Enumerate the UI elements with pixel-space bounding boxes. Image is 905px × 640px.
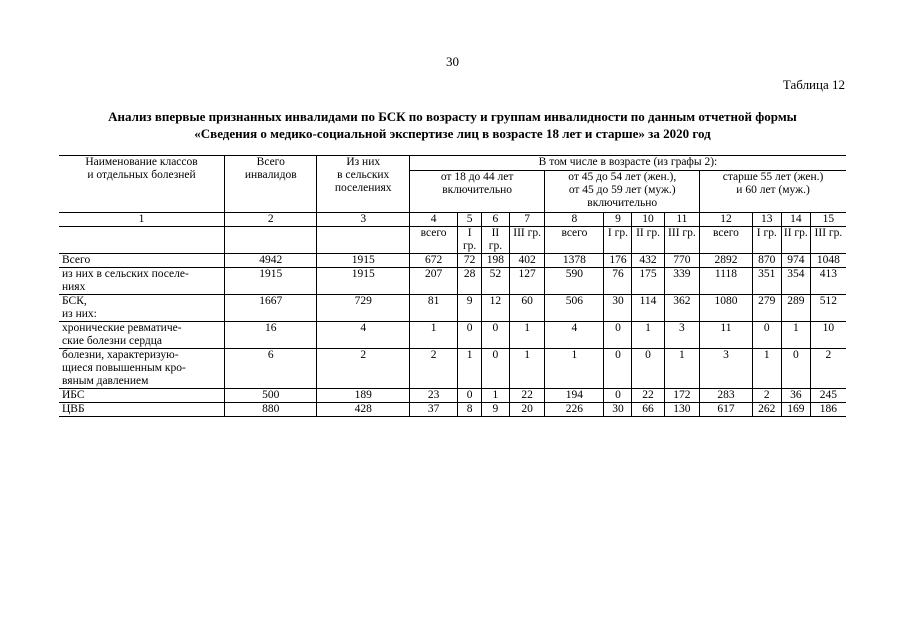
table-cell: 1048 [810,254,846,268]
table-cell: 0 [458,389,482,403]
table-cell: 512 [810,295,846,322]
table-cell: 402 [509,254,544,268]
table-cell: 4 [545,322,604,349]
header-rural-line: в сельских [337,169,390,181]
table-cell: 289 [781,295,810,322]
age-group-45-54-line: от 45 до 54 лет (жен.), [568,170,677,183]
table-cell: 2 [317,349,409,389]
header-row-subheads [59,227,846,254]
row-name-line: щиеся повышенным кро- [62,362,186,374]
title-line-1: Анализ впервые признанных инвалидами по БСК по возрасту и группам инвалидности по данным отчетной формы [108,109,797,124]
table-cell: 23 [409,389,457,403]
table-cell: 20 [509,403,544,417]
document-title [60,108,845,142]
table-cell: 226 [545,403,604,417]
table-cell: 28 [458,268,482,295]
table-cell: 130 [664,403,699,417]
header-rural-cell [317,156,409,213]
column-number: 5 [458,213,482,227]
table-cell: 0 [604,349,632,389]
table-cell: 16 [225,322,317,349]
column-number: 11 [664,213,699,227]
table-row [59,322,846,349]
table-cell: 729 [317,295,409,322]
subhead: всего [409,227,457,254]
age-group-55-plus-line: и 60 лет (муж.) [736,183,810,196]
header-row-main [59,156,846,171]
column-number: 1 [59,213,225,227]
header-rural-line: поселениях [334,182,392,194]
table-cell: 172 [664,389,699,403]
column-number: 3 [317,213,409,227]
table-cell: 2892 [700,254,753,268]
table-cell: 0 [481,349,509,389]
table-cell: 0 [604,389,632,403]
header-by-age: В том числе в возрасте (из графы 2): [409,156,846,171]
age-group-18-44 [409,170,544,212]
column-number: 10 [632,213,664,227]
row-name [59,254,225,268]
table-cell: 22 [632,389,664,403]
table-cell: 36 [781,389,810,403]
subhead-empty [225,227,317,254]
table-cell: 169 [781,403,810,417]
table-cell: 2 [810,349,846,389]
table-cell: 60 [509,295,544,322]
table-cell: 617 [700,403,753,417]
row-name-line: хронические ревматиче- [62,322,182,334]
table-cell: 283 [700,389,753,403]
table-cell: 6 [225,349,317,389]
table-cell: 10 [810,322,846,349]
table-cell: 362 [664,295,699,322]
row-name [59,322,225,349]
table-cell: 22 [509,389,544,403]
subhead: I гр. [752,227,781,254]
header-rural-line: Из них [346,156,381,168]
table-cell: 339 [664,268,699,295]
table-cell: 279 [752,295,781,322]
subhead: I гр. [604,227,632,254]
subhead: III гр. [810,227,846,254]
subhead: I гр. [458,227,482,254]
subhead: всего [700,227,753,254]
age-group-45-54 [545,170,700,212]
table-cell: 72 [458,254,482,268]
table-cell: 1 [632,322,664,349]
age-group-18-44-line: от 18 до 44 лет [440,170,514,183]
row-name [59,389,225,403]
table-cell: 2 [752,389,781,403]
column-number: 2 [225,213,317,227]
table-cell: 672 [409,254,457,268]
report-table [59,155,846,417]
row-name-line: ниях [62,281,86,293]
column-number: 8 [545,213,604,227]
column-number: 6 [481,213,509,227]
table-cell: 8 [458,403,482,417]
header-total-cell [225,156,317,213]
table-cell: 194 [545,389,604,403]
table-cell: 186 [810,403,846,417]
table-cell: 175 [632,268,664,295]
table-cell: 0 [604,322,632,349]
row-name-line: из них в сельских поселе- [62,268,189,280]
table-cell: 81 [409,295,457,322]
subhead-empty [59,227,225,254]
table-cell: 0 [632,349,664,389]
table-cell: 3 [700,349,753,389]
table-cell: 1 [664,349,699,389]
subhead: III гр. [509,227,544,254]
table-cell: 1915 [225,268,317,295]
subhead: всего [545,227,604,254]
table-row [59,268,846,295]
table-cell: 1 [409,322,457,349]
table-row [59,403,846,417]
table-cell: 198 [481,254,509,268]
column-number: 12 [700,213,753,227]
table-cell: 4 [317,322,409,349]
table-cell: 1915 [317,254,409,268]
table-cell: 4942 [225,254,317,268]
table-cell: 0 [481,322,509,349]
column-number: 13 [752,213,781,227]
row-name-line: ЦВБ [62,403,85,415]
table-cell: 0 [752,322,781,349]
table-cell: 189 [317,389,409,403]
table-row [59,389,846,403]
table-cell: 9 [481,403,509,417]
table-cell: 3 [664,322,699,349]
table-cell: 114 [632,295,664,322]
table-cell: 770 [664,254,699,268]
title-line-2: «Сведения о медико-социальной экспертизе лиц в возрасте 18 лет и старше» за 2020 год [194,126,711,141]
table-cell: 37 [409,403,457,417]
age-group-55-plus [700,170,846,212]
table-cell: 127 [509,268,544,295]
table-cell: 870 [752,254,781,268]
age-group-18-44-line: включительно [442,183,513,196]
subhead-empty [317,227,409,254]
age-group-45-54-line: включительно [587,196,658,209]
table-cell: 1 [752,349,781,389]
table-cell: 1 [509,349,544,389]
page-number: 30 [446,54,459,69]
table-cell: 354 [781,268,810,295]
row-name-line: вяным давлением [62,375,149,387]
table-cell: 11 [700,322,753,349]
row-name-line: ские болезни сердца [62,335,163,347]
table-cell: 1915 [317,268,409,295]
subhead: III гр. [664,227,699,254]
table-cell: 0 [781,349,810,389]
table-cell: 52 [481,268,509,295]
table-cell: 1 [481,389,509,403]
row-name [59,349,225,389]
table-cell: 590 [545,268,604,295]
table-cell: 245 [810,389,846,403]
table-cell: 12 [481,295,509,322]
table-cell: 506 [545,295,604,322]
header-total-line: Всего [256,156,285,168]
table-cell: 207 [409,268,457,295]
table-cell: 262 [752,403,781,417]
table-cell: 76 [604,268,632,295]
table-cell: 176 [604,254,632,268]
table-row [59,295,846,322]
table-cell: 0 [458,322,482,349]
table-row [59,254,846,268]
column-number: 4 [409,213,457,227]
row-name [59,268,225,295]
header-total-line: инвалидов [244,169,297,181]
column-number: 14 [781,213,810,227]
table-cell: 351 [752,268,781,295]
table-cell: 500 [225,389,317,403]
table-cell: 9 [458,295,482,322]
age-group-55-plus-line: старше 55 лет (жен.) [722,170,824,183]
column-number: 7 [509,213,544,227]
table-cell: 30 [604,403,632,417]
age-group-45-54-line: от 45 до 59 лет (муж.) [568,183,676,196]
table-cell: 1 [781,322,810,349]
row-name-line: болезни, характеризую- [62,349,179,361]
column-number: 9 [604,213,632,227]
table-cell: 1 [545,349,604,389]
row-name [59,403,225,417]
row-name-line: Всего [62,254,91,266]
table-cell: 30 [604,295,632,322]
subhead: II гр. [481,227,509,254]
table-label: Таблица 12 [782,77,845,92]
table-cell: 1 [458,349,482,389]
table-cell: 1667 [225,295,317,322]
header-name-line: Наименование классов [85,156,198,168]
row-name [59,295,225,322]
table-cell: 2 [409,349,457,389]
row-name-line: из них: [62,308,97,320]
subhead: II гр. [632,227,664,254]
header-name-cell [59,156,225,213]
table-cell: 428 [317,403,409,417]
table-cell: 432 [632,254,664,268]
table-cell: 1378 [545,254,604,268]
table-cell: 413 [810,268,846,295]
table-cell: 880 [225,403,317,417]
header-row-column-numbers [59,213,846,227]
table-cell: 1080 [700,295,753,322]
table-cell: 1118 [700,268,753,295]
table-body [59,156,846,417]
table-cell: 1 [509,322,544,349]
table-cell: 66 [632,403,664,417]
subhead: II гр. [781,227,810,254]
header-name-line: и отдельных болезней [87,169,196,181]
table-cell: 974 [781,254,810,268]
row-name-line: БСК, [62,295,87,307]
row-name-line: ИБС [62,389,85,401]
table-row [59,349,846,389]
column-number: 15 [810,213,846,227]
